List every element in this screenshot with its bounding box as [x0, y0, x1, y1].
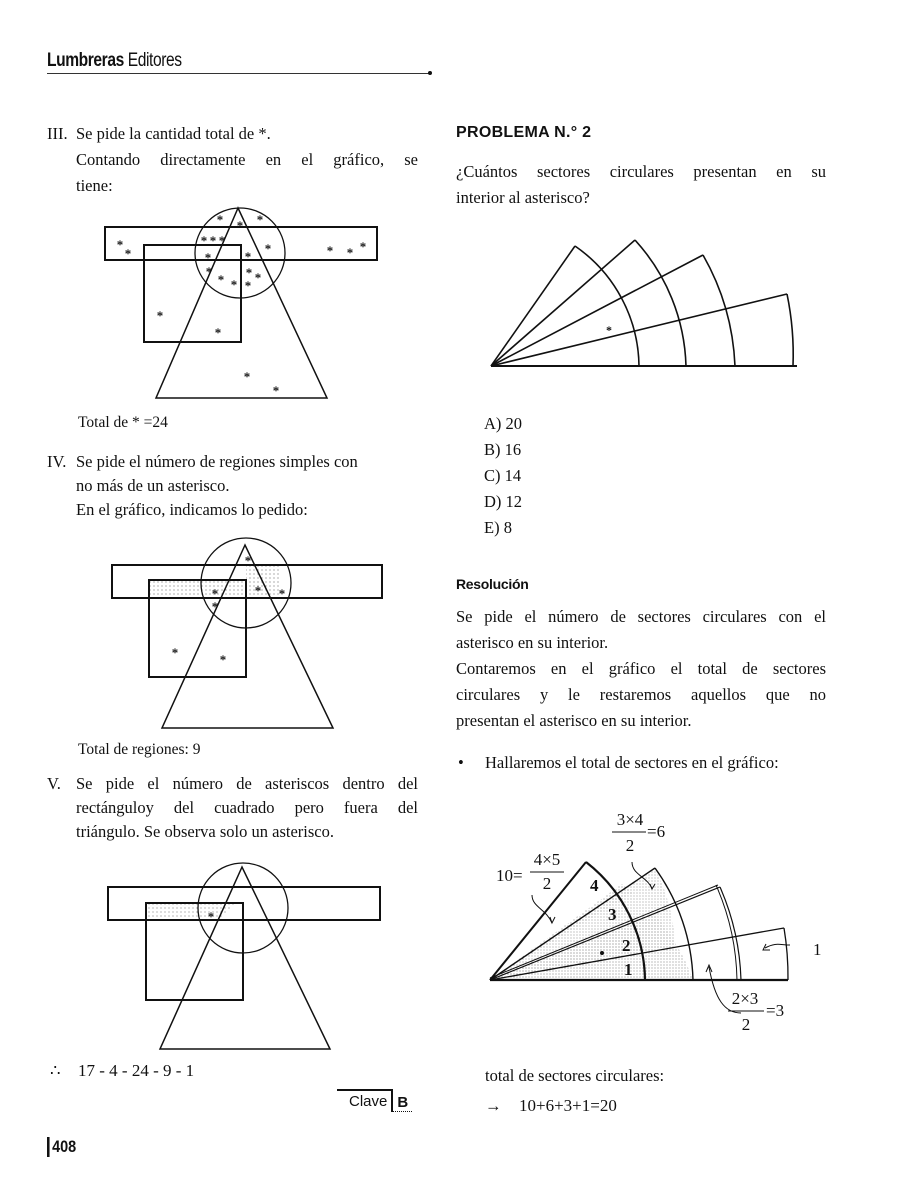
svg-text:*: *: [214, 325, 222, 340]
label-left-den: 2: [542, 874, 552, 893]
item-iii-line2: Contando directamente en el gráfico, se: [76, 150, 418, 169]
svg-text:*: *: [205, 264, 213, 279]
therefore-symbol: ∴: [50, 1061, 61, 1080]
svg-text:*: *: [204, 250, 212, 265]
label-bottom-den: 2: [741, 1015, 751, 1034]
option-a-value: 20: [505, 414, 523, 433]
page-number: 408: [47, 1137, 76, 1157]
svg-text:*: *: [606, 323, 612, 337]
option-b-value: 16: [504, 440, 522, 459]
label-top-den: 2: [625, 836, 635, 855]
diagram-iii-all-asterisks: [100, 198, 385, 404]
resolution-title: Resolución: [456, 576, 529, 592]
svg-text:*: *: [219, 652, 227, 667]
problem-question-line2: interior al asterisco?: [456, 188, 590, 207]
resolution-p2-line1: Contaremos en el gráfico el total de sectores: [456, 659, 826, 678]
resolution-p2-line3: presentan el asterisco en su interior.: [456, 711, 692, 730]
svg-text:*: *: [254, 270, 262, 285]
svg-text:*: *: [200, 233, 208, 248]
diagram-v-single-asterisk: [100, 855, 390, 1055]
option-e[interactable]: [484, 515, 512, 541]
item-iii-result: Total de * =24: [78, 414, 168, 431]
svg-text:*: *: [264, 241, 272, 256]
svg-text:*: *: [326, 243, 334, 258]
answer-key-label: Clave: [337, 1089, 393, 1112]
label-top-num: 3×4: [616, 810, 644, 829]
svg-text:*: *: [217, 272, 225, 287]
resolution-p1-line1: Se pide el número de sectores circulares con el: [456, 607, 826, 626]
problem-question-line1: ¿Cuántos sectores circulares presentan en su: [456, 162, 826, 181]
item-v-line3: triángulo. Se observa solo un asterisco.: [76, 822, 334, 841]
bullet-icon: •: [458, 753, 464, 772]
total-label: total de sectores circulares:: [485, 1066, 665, 1085]
label-right: 1: [813, 940, 822, 959]
option-c-value: 14: [504, 466, 522, 485]
svg-text:*: *: [230, 277, 238, 292]
label-bottom-num: 2×3: [731, 989, 759, 1008]
svg-text:*: *: [244, 249, 252, 264]
option-d[interactable]: [484, 489, 522, 515]
header-rule: [47, 73, 430, 74]
item-iv-line1: Se pide el número de regiones simples con: [76, 452, 358, 471]
svg-text:*: *: [256, 212, 264, 227]
svg-text:*: *: [278, 586, 286, 601]
svg-text:*: *: [244, 553, 252, 568]
label-top-suffix: =6: [647, 822, 666, 841]
svg-text:*: *: [171, 645, 179, 660]
sectors-resolution-diagram: [480, 805, 830, 1040]
option-b-letter: B): [484, 440, 501, 459]
option-b[interactable]: [484, 437, 521, 463]
sector-label-3: 3: [608, 905, 617, 924]
svg-text:*: *: [209, 233, 217, 248]
label-left-num: 4×5: [533, 850, 561, 869]
answer-key-value: B: [393, 1094, 412, 1112]
item-v-line1: Se pide el número de asteriscos dentro del: [76, 774, 418, 793]
option-c-letter: C): [484, 466, 501, 485]
option-a-letter: A): [484, 414, 502, 433]
item-iv-line2: no más de un asterisco.: [76, 476, 230, 495]
option-c[interactable]: [484, 463, 521, 489]
svg-text:*: *: [124, 246, 132, 261]
svg-text:*: *: [218, 233, 226, 248]
svg-text:*: *: [254, 583, 262, 598]
svg-text:*: *: [272, 383, 280, 398]
item-iv-numeral: IV.: [47, 452, 67, 471]
option-d-value: 12: [505, 492, 523, 511]
option-a[interactable]: [484, 411, 522, 437]
item-iii-line1: Se pide la cantidad total de *.: [76, 124, 271, 143]
publisher-header: [47, 50, 182, 72]
option-e-value: 8: [503, 518, 512, 537]
option-d-letter: D): [484, 492, 502, 511]
sector-label-4: 4: [590, 876, 599, 895]
arrow-icon: →: [485, 1096, 502, 1115]
item-v-line2: rectánguloy del cuadrado pero fuera del: [76, 798, 418, 817]
brand-regular: Editores: [123, 50, 182, 71]
total-formula: 10+6+3+1=20: [519, 1096, 617, 1115]
item-iii-numeral: III.: [47, 124, 68, 143]
svg-text:*: *: [211, 586, 219, 601]
label-bottom-suffix: =3: [766, 1001, 785, 1020]
svg-text:*: *: [156, 308, 164, 323]
option-e-letter: E): [484, 518, 500, 537]
item-iv-line3: En el gráfico, indicamos lo pedido:: [76, 500, 308, 519]
svg-text:*: *: [236, 218, 244, 233]
svg-text:*: *: [116, 237, 124, 252]
svg-text:*: *: [359, 239, 367, 254]
svg-text:*: *: [346, 245, 354, 260]
sector-label-1: 1: [624, 960, 633, 979]
diagram-iv-simple-regions: [105, 533, 390, 733]
svg-text:*: *: [243, 369, 251, 384]
item-iv-result: Total de regiones: 9: [78, 741, 201, 758]
sector-label-2: 2: [622, 936, 631, 955]
svg-text:*: *: [211, 599, 219, 614]
header-rule-dot: [428, 71, 432, 75]
brand-bold: Lumbreras: [47, 50, 124, 71]
item-iii-line3: tiene:: [76, 176, 113, 195]
svg-text:*: *: [207, 909, 215, 924]
resolution-p2-line2: circulares y le restaremos aquellos que no: [456, 685, 826, 704]
svg-text:*: *: [244, 278, 252, 293]
answer-key-box: [337, 1088, 412, 1112]
problem-title: PROBLEMA N.° 2: [456, 124, 592, 141]
resolution-p1-line2: asterisco en su interior.: [456, 633, 609, 652]
sectors-diagram: [485, 232, 800, 372]
bullet-text: Hallaremos el total de sectores en el gráfico:: [485, 753, 779, 772]
label-left-prefix: 10=: [496, 866, 523, 885]
svg-text:*: *: [245, 265, 253, 280]
svg-text:*: *: [216, 212, 224, 227]
item-v-numeral: V.: [47, 774, 61, 793]
conclusion-sequence: 17 - 4 - 24 - 9 - 1: [78, 1061, 195, 1080]
